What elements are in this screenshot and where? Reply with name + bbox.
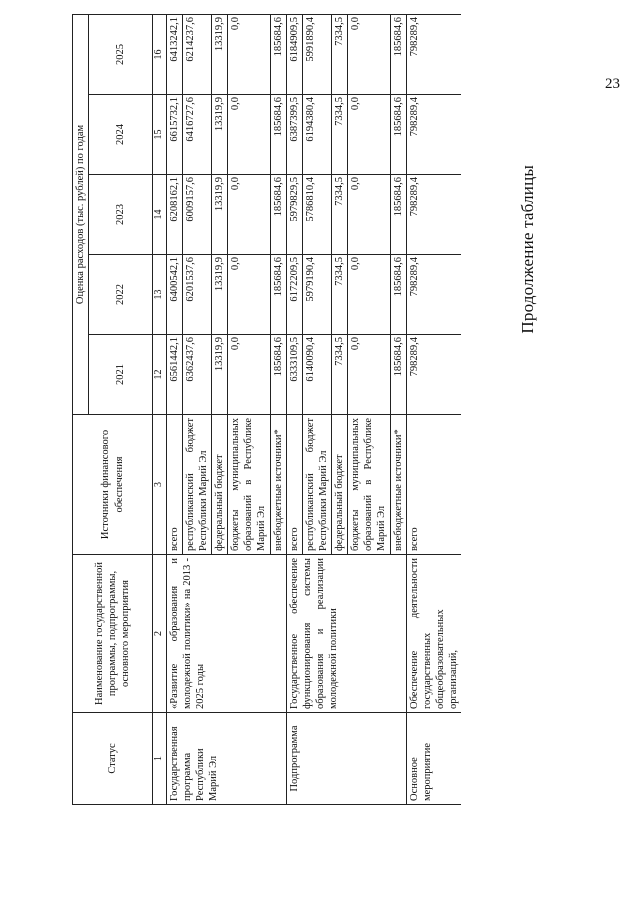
value-cell: 0,0 bbox=[348, 95, 390, 175]
value-cell: 6009157,6 bbox=[182, 175, 211, 255]
value-cell: 185684,6 bbox=[390, 255, 406, 335]
value-cell: 7334,5 bbox=[332, 335, 348, 415]
value-cell: 0,0 bbox=[228, 255, 270, 335]
column-number: 3 bbox=[153, 415, 167, 555]
value-cell: 185684,6 bbox=[270, 95, 286, 175]
value-cell: 6214237,6 bbox=[182, 15, 211, 95]
value-cell: 6400542,1 bbox=[166, 255, 182, 335]
value-cell: 6561442,1 bbox=[166, 335, 182, 415]
status-cell: Государственная программа Республики Марий Эл bbox=[166, 713, 286, 805]
header-year: 2025 bbox=[89, 15, 153, 95]
column-number: 1 bbox=[153, 713, 167, 805]
value-cell: 5979829,5 bbox=[286, 175, 302, 255]
value-cell: 5991890,4 bbox=[302, 15, 331, 95]
value-cell: 6362437,6 bbox=[182, 335, 211, 415]
value-cell: 0,0 bbox=[228, 15, 270, 95]
value-cell: 798289,4 bbox=[406, 95, 461, 175]
column-number: 16 bbox=[153, 15, 167, 95]
source-cell: республиканский бюджет Республики Марий Эл bbox=[182, 415, 211, 555]
value-cell: 6413242,1 bbox=[166, 15, 182, 95]
value-cell: 185684,6 bbox=[390, 335, 406, 415]
value-cell: 7334,5 bbox=[332, 95, 348, 175]
column-number: 12 bbox=[153, 335, 167, 415]
header-name: Наименование государственной программы, подпрограммы, основного мероприятия bbox=[73, 555, 153, 713]
value-cell: 13319,9 bbox=[212, 95, 228, 175]
value-cell: 7334,5 bbox=[332, 175, 348, 255]
column-number: 2 bbox=[153, 555, 167, 713]
value-cell: 185684,6 bbox=[390, 15, 406, 95]
value-cell: 185684,6 bbox=[270, 335, 286, 415]
table-row bbox=[406, 15, 461, 805]
value-cell: 13319,9 bbox=[212, 15, 228, 95]
header-year: 2024 bbox=[89, 95, 153, 175]
page-number: 23 bbox=[605, 76, 620, 92]
value-cell: 185684,6 bbox=[390, 175, 406, 255]
source-cell: федеральный бюджет bbox=[332, 415, 348, 555]
source-cell: бюджеты муниципальных образований в Республике Марий Эл bbox=[228, 415, 270, 555]
value-cell: 5786810,4 bbox=[302, 175, 331, 255]
value-cell: 6387399,5 bbox=[286, 95, 302, 175]
source-cell: федеральный бюджет bbox=[212, 415, 228, 555]
source-cell: всего bbox=[286, 415, 302, 555]
source-cell: всего bbox=[166, 415, 182, 555]
source-cell: всего bbox=[406, 415, 461, 555]
source-cell: внебюджетные источники* bbox=[390, 415, 406, 555]
column-number: 15 bbox=[153, 95, 167, 175]
value-cell: 6172209,5 bbox=[286, 255, 302, 335]
table-row bbox=[166, 15, 182, 805]
header-estimate-group: Оценка расходов (тыс. рублей) по годам bbox=[73, 15, 89, 415]
value-cell: 0,0 bbox=[228, 175, 270, 255]
value-cell: 5979190,4 bbox=[302, 255, 331, 335]
column-number: 14 bbox=[153, 175, 167, 255]
value-cell: 185684,6 bbox=[270, 15, 286, 95]
value-cell: 7334,5 bbox=[332, 255, 348, 335]
program-name-cell: Обеспечение деятельности государственных общеобразовательных организаций, bbox=[406, 555, 461, 713]
value-cell: 0,0 bbox=[348, 255, 390, 335]
value-cell: 798289,4 bbox=[406, 335, 461, 415]
value-cell: 6615732,1 bbox=[166, 95, 182, 175]
source-cell: бюджеты муниципальных образований в Республике Марий Эл bbox=[348, 415, 390, 555]
value-cell: 6194380,4 bbox=[302, 95, 331, 175]
value-cell: 185684,6 bbox=[390, 95, 406, 175]
value-cell: 6201537,6 bbox=[182, 255, 211, 335]
value-cell: 0,0 bbox=[228, 335, 270, 415]
value-cell: 798289,4 bbox=[406, 175, 461, 255]
status-cell: Подпрограмма bbox=[286, 713, 406, 805]
table-row bbox=[286, 15, 302, 805]
value-cell: 798289,4 bbox=[406, 15, 461, 95]
value-cell: 0,0 bbox=[228, 95, 270, 175]
header-year: 2023 bbox=[89, 175, 153, 255]
value-cell: 6140090,4 bbox=[302, 335, 331, 415]
budget-table bbox=[72, 14, 461, 805]
value-cell: 6333109,5 bbox=[286, 335, 302, 415]
value-cell: 0,0 bbox=[348, 335, 390, 415]
source-cell: республиканский бюджет Республики Марий Эл bbox=[302, 415, 331, 555]
header-year: 2021 bbox=[89, 335, 153, 415]
value-cell: 6184909,5 bbox=[286, 15, 302, 95]
header-status: Статус bbox=[73, 713, 153, 805]
value-cell: 0,0 bbox=[348, 175, 390, 255]
value-cell: 798289,4 bbox=[406, 255, 461, 335]
column-number: 13 bbox=[153, 255, 167, 335]
value-cell: 13319,9 bbox=[212, 255, 228, 335]
program-name-cell: Государственное обеспечение функционирования системы образования и реализации молодежной политики bbox=[286, 555, 406, 713]
table-caption: Продолжение таблицы bbox=[518, 165, 537, 334]
program-name-cell: «Развитие образования и молодежной политики» на 2013 - 2025 годы bbox=[166, 555, 286, 713]
value-cell: 185684,6 bbox=[270, 255, 286, 335]
header-source: Источники финансового обеспечения bbox=[73, 415, 153, 555]
header-year: 2022 bbox=[89, 255, 153, 335]
status-cell: Основное мероприятие bbox=[406, 713, 461, 805]
value-cell: 7334,5 bbox=[332, 15, 348, 95]
value-cell: 13319,9 bbox=[212, 175, 228, 255]
value-cell: 6416727,6 bbox=[182, 95, 211, 175]
value-cell: 185684,6 bbox=[270, 175, 286, 255]
value-cell: 13319,9 bbox=[212, 335, 228, 415]
value-cell: 6208162,1 bbox=[166, 175, 182, 255]
value-cell: 0,0 bbox=[348, 15, 390, 95]
source-cell: внебюджетные источники* bbox=[270, 415, 286, 555]
